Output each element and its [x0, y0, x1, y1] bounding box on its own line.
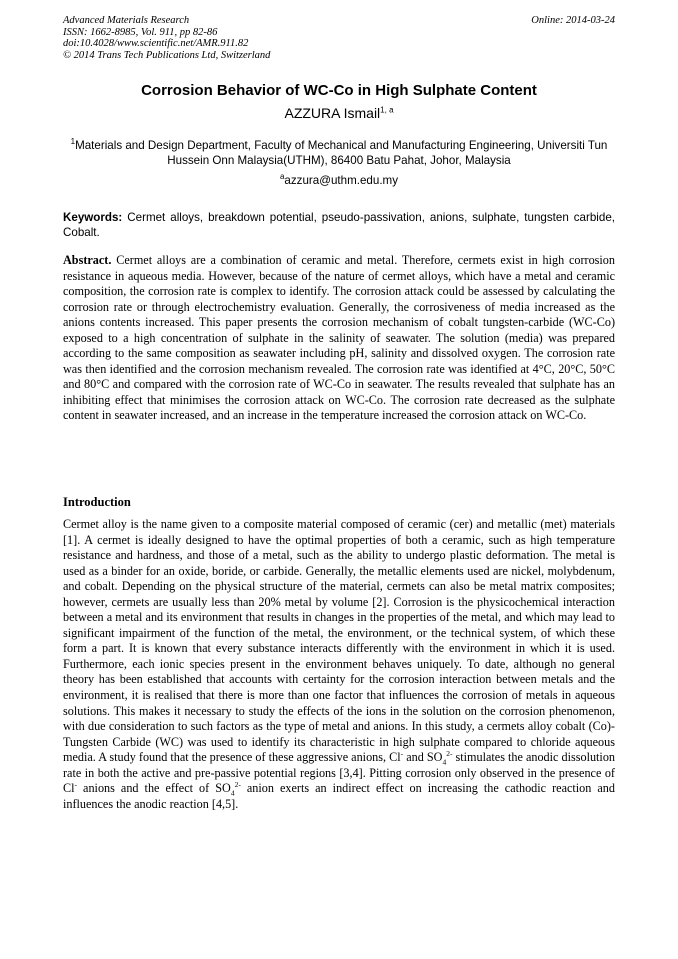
intro-text-1: Cermet alloy is the name given to a composite material composed of ceramic (cer) and metallic (met) materials [1]. A cermet is ideally designed to have the optimal properties of both a ceramic, such as high temperature resistance and hardness, and those of a metal, such as the ability to undergo plastic deformation. The metal is used as a binder for an oxide, boride, or carbide. Generally, the metallic elements used are nickel, molybdenum, and cobalt. Depending on the physical structure of the material, cermets can also be metal matrix composites; however, cermets are usually less than 20% metal by volume [2]. Corrosion is the physicochemical interaction between a metal and its environment that results in changes in the properties of the metal, and which may lead to significant impairment of the function of the metal, the environment, or the technical system, of which these form a part. It is known that every substance interacts differently with the environment in which it is used. Furthermore, each ionic species present in the environment behaves uniquely. To date, although no general theory has been established that accounts with certainty for the corrosion interaction between metals and the environment, it is realised that there is more than one factor that influences the corrosion of metals in aqueous solutions. This makes it necessary to study the effects of the ions in the solution on the corrosion phenomenon, with due consideration to such factors as the type of metal and anions. In this study, a cermets alloy cobalt (Co)-Tungsten Carbide (WC) was used to identify its characteristic in high sulphate compared to chloride aqueous media. A study found that the presence of these aggressive anions, Cl [63, 517, 615, 765]
paper-title: Corrosion Behavior of WC-Co in High Sulphate Content [141, 82, 537, 99]
affiliation-superscript: 1 [70, 137, 76, 147]
author-line [63, 104, 615, 122]
sulphate-charge: 2- [446, 749, 453, 759]
sulphate-subscript: 4 [442, 757, 447, 767]
journal-header [63, 15, 463, 61]
author-superscript: 1, a [380, 105, 394, 115]
abstract [63, 253, 615, 424]
intro-and-so: and SO [403, 750, 443, 765]
section-heading-introduction: Introduction [63, 495, 131, 509]
intro-text-4: anion exerts an indirect effect on increasing the cathodic reaction and influences the anodic reaction [4,5]. [63, 781, 615, 811]
sulphate-charge-2: 2- [234, 780, 241, 790]
intro-text-2: stimulates the anodic dissolution rate in both the active and pre-passive potential regions [3,4]. Pitting corrosion only observed in the presence of Cl [63, 750, 616, 796]
author-email [63, 173, 615, 188]
affiliation [63, 138, 615, 168]
chloride-charge: - [400, 749, 404, 759]
abstract-text: Cermet alloys are a combination of ceramic and metal. Therefore, cermets exist in high corrosion resistance in aqueous media. However, because of the nature of cermet alloys, which have a metal and ceramic composition, the corrosion rate is complex to identify. The corrosion attack could be assessed by calculating the corrosion rate or through electrochemistry evaluation. Generally, the corrosiveness of media increased as the anions contents increased. This paper presents the corrosion mechanism of cobalt tungsten-carbide (WC-Co) exposed to a high concentration of sulphate in the salinity of seawater. The solution (media) was prepared according to the same composition as seawater including pH, salinity and dissolved oxygen. The corrosion rate was then identified and the corrosion mechanism revealed. The corrosion rate was identified at 4°C, 20°C, 50°C and 80°C and compared with the corrosion rate of WC-Co in seawater. The results revealed that sulphate has an inhibiting effect that minimises the corrosion attack on WC-Co. The corrosion rate decreased as the sulphate content in seawater increased, and an increase in the temperature increased the corrosion attack on WC-Co. [63, 253, 615, 423]
email-text: azzura@uthm.edu.my [284, 174, 399, 187]
keywords-label: Keywords: [63, 211, 123, 224]
intro-text-3: anions and the effect of SO [77, 781, 231, 796]
keywords-text: Cermet alloys, breakdown potential, pseudo-passivation, anions, sulphate, tungsten carbide, Cobalt. [63, 211, 615, 239]
journal-issn: ISSN: 1662-8985, Vol. 911, pp 82-86 [63, 26, 218, 38]
affiliation-text: Materials and Design Department, Faculty of Mechanical and Manufacturing Engineering, Universiti Tun Hussein Onn Malaysia(UTHM), 86400 Batu Pahat, Johor, Malaysia [75, 139, 608, 167]
journal-doi: doi:10.4028/www.scientific.net/AMR.911.82 [63, 38, 249, 49]
email-superscript: a [279, 172, 285, 182]
online-date: Online: 2014-03-24 [531, 15, 615, 26]
abstract-label: Abstract. [63, 253, 112, 267]
author-name: AZZURA Ismail [284, 105, 381, 121]
chloride-charge-2: - [74, 780, 78, 790]
sulphate-subscript-2: 4 [230, 788, 235, 798]
introduction-body [63, 517, 615, 812]
journal-copyright: © 2014 Trans Tech Publications Ltd, Switzerland [63, 49, 271, 61]
journal-name: Advanced Materials Research [63, 15, 190, 26]
keywords [63, 210, 615, 240]
